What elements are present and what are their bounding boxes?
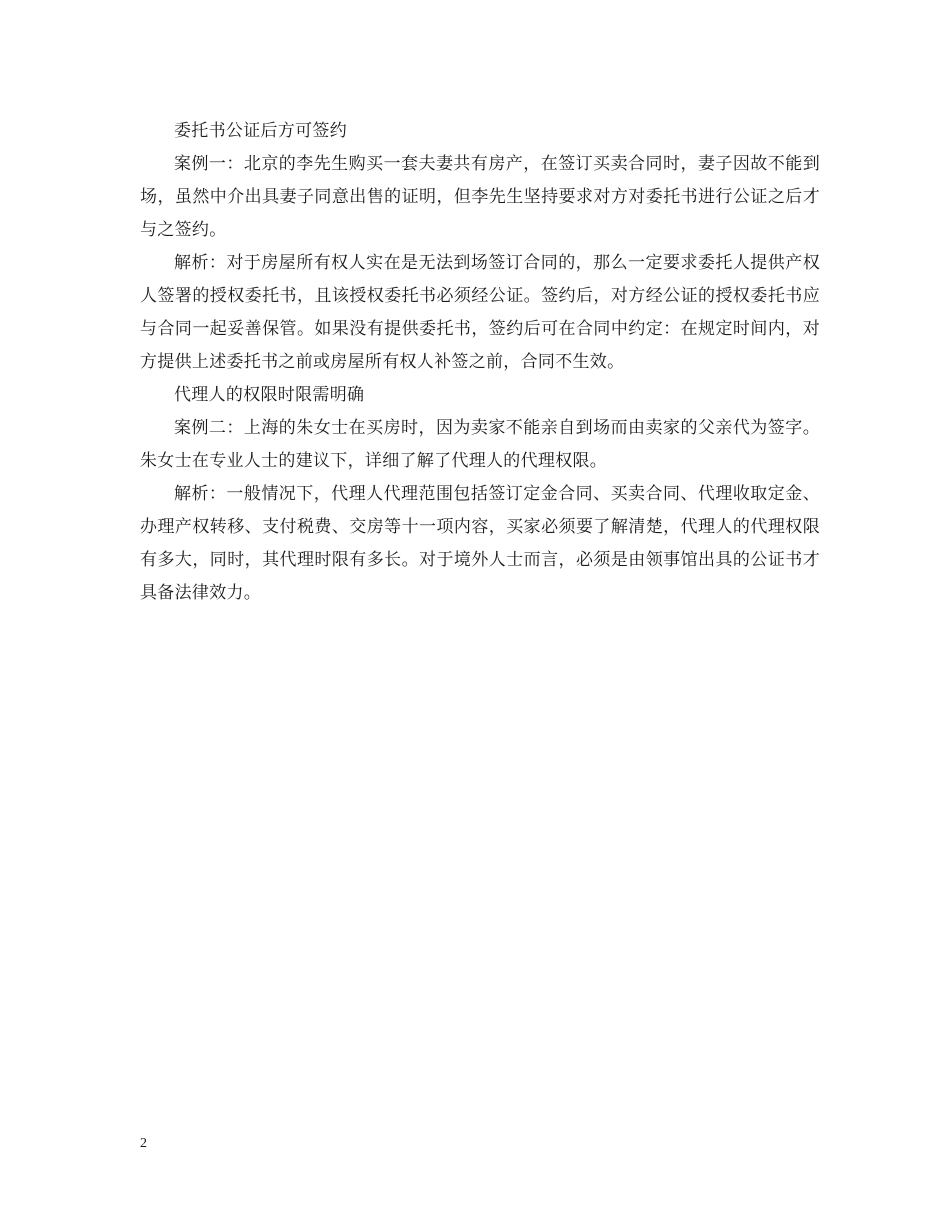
analysis-one-paragraph: 解析：对于房屋所有权人实在是无法到场签订合同的，那么一定要求委托人提供产权人签署的授权委托书，且该授权委托书必须经公证。签约后，对方经公证的授权委托书应与合同一起妥善保管。如果没有提供委托书，签约后可在合同中约定：在规定时间内，对方提供上述委托书之前或房屋所有权人补签之前，合同不生效。	[140, 253, 820, 372]
case-two-paragraph: 案例二：上海的朱女士在买房时，因为卖家不能亲自到场而由卖家的父亲代为签字。朱女士在专业人士的建议下，详细了解了代理人的代理权限。	[140, 418, 820, 471]
page-number: 2	[140, 1136, 147, 1151]
case-one-paragraph: 案例一：北京的李先生购买一套夫妻共有房产，在签订买卖合同时，妻子因故不能到场，虽然中介出具妻子同意出售的证明，但李先生坚持要求对方对委托书进行公证之后才与之签约。	[140, 154, 820, 240]
document-body	[140, 115, 820, 610]
section-heading-notarized-power-of-attorney: 委托书公证后方可签约	[174, 121, 347, 141]
section-heading-agent-authority: 代理人的权限时限需明确	[174, 385, 365, 405]
analysis-two-paragraph: 解析：一般情况下，代理人代理范围包括签订定金合同、买卖合同、代理收取定金、办理产权转移、支付税费、交房等十一项内容，买家必须要了解清楚，代理人的代理权限有多大，同时，其代理时限有多长。对于境外人士而言，必须是由领事馆出具的公证书才具备法律效力。	[140, 484, 820, 603]
